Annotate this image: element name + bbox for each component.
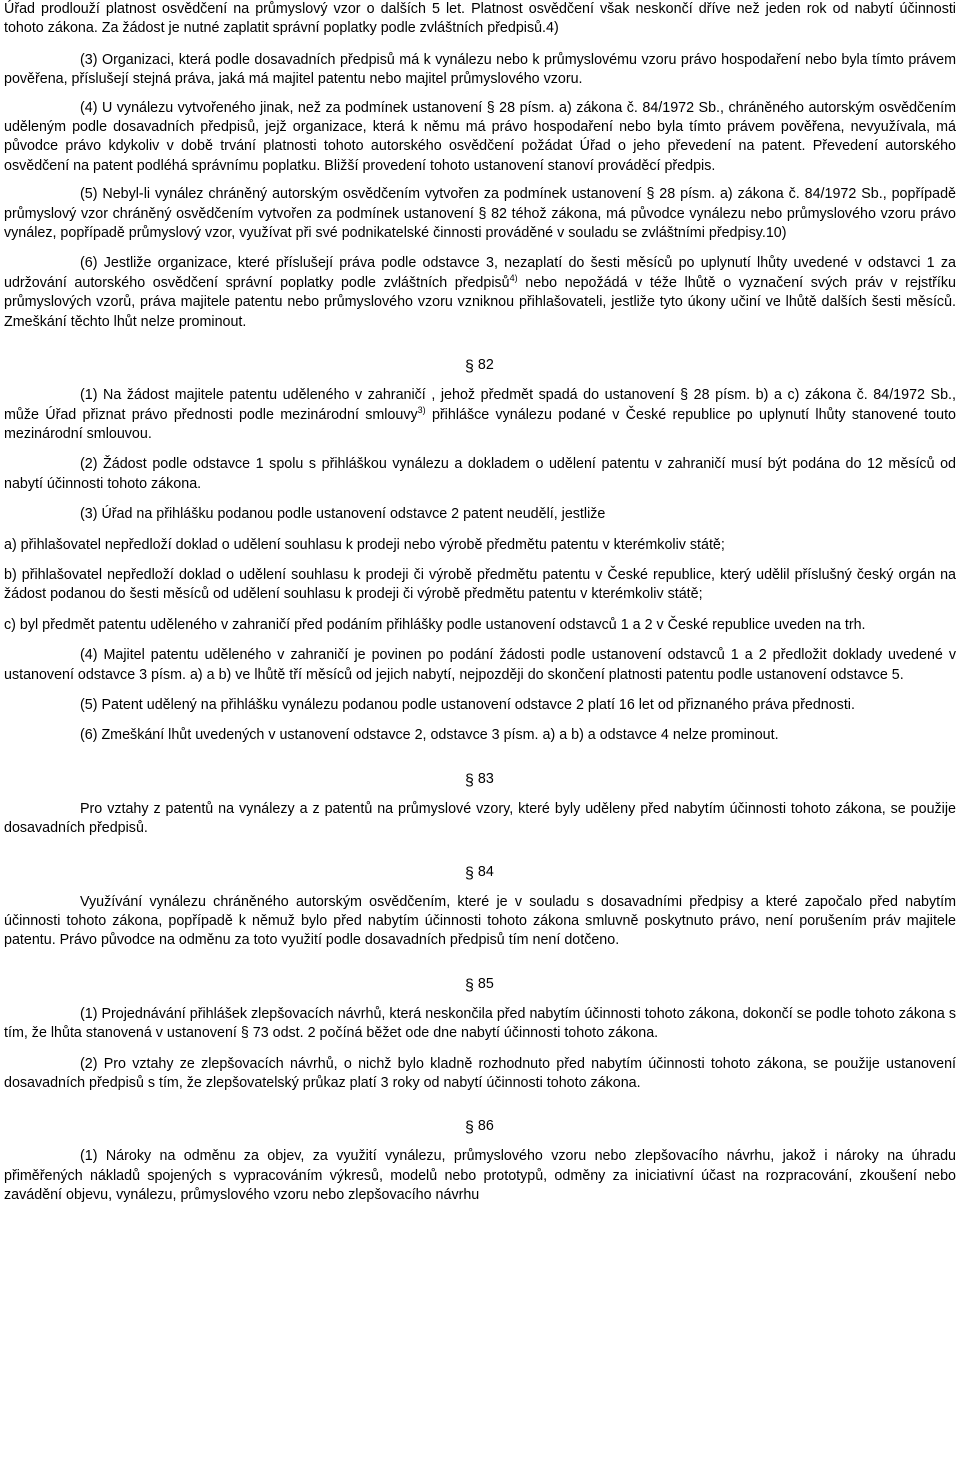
paragraph-83: Pro vztahy z patentů na vynálezy a z patentů na průmyslové vzory, které byly uděleny před nabytím účinnosti tohoto zákona, se použije dosavadních předpisů.: [4, 800, 956, 837]
section-number: 82: [473, 357, 494, 374]
section-number: 85: [473, 975, 494, 992]
section-heading-82: [4, 355, 956, 375]
paragraph-82-6: (6) Zmeškání lhůt uvedených v ustanovení odstavce 2, odstavce 3 písm. a) a b) a odstavce 4 nelze prominout.: [80, 727, 779, 744]
section-number: 83: [473, 770, 494, 787]
paragraph-81-4: (4) U vynálezu vytvořeného jinak, než za podmínek ustanovení § 28 písm. a) zákona č. 84/1972 Sb., chráněného autorským osvědčením uděleným podle dosavadních předpisů, jejž organizace, která k němu má právo hospodaření nebo byla tímto právem pověřena, nevyužívala, má původce právo kdykoliv v době trvání platnosti tohoto autorského osvědčení požádat Úřad o jeho převedení na patent. Převedení autorského osvědčení na patent podléhá správnímu poplatku. Bližší provedení tohoto ustanovení stanoví prováděcí předpis.: [4, 99, 956, 174]
paragraph-intro: Úřad prodlouží platnost osvědčení na průmyslový vzor o dalších 5 let. Platnost osvědčení však neskončí dříve než jeden rok od nabytí účinnosti tohoto zákona. Za žádost je nutné zaplatit správní poplatky podle zvláštních předpisů.4): [4, 1, 956, 37]
section-number: 86: [473, 1118, 494, 1135]
paragraph-81-6-text-b: nebo nepožádá v téže lhůtě o vyznačení svých práv v rejstříku průmyslových vzorů, práva majitele patentu nebo průmyslového vzoru vzniknou přihlašovateli, jestliže tyto úkony učiní ve lhůtě dalších šesti měsíců. Zmeškání těchto lhůt nelze prominout.: [4, 274, 956, 330]
section-heading-86: [4, 1116, 956, 1136]
section-number: 84: [473, 863, 494, 880]
footnote-ref-3: 3): [417, 404, 426, 415]
paragraph-85-2: (2) Pro vztahy ze zlepšovacích návrhů, o nichž bylo kladně rozhodnuto před nabytím účinnosti tohoto zákona, se použije ustanovení dosavadních předpisů s tím, že zlepšovatelský průkaz platí 3 roky od nabytí účinnosti tohoto zákona.: [4, 1055, 956, 1092]
list-item-82-3-b: b) přihlašovatel nepředloží doklad o udělení souhlasu k prodeji či výrobě předmětu patentu v České republice, který udělil příslušný český orgán na žádost podanou do šesti měsíců od udělení souhlasu k prodeji či výrobě předmětu patentu v kterémkoliv státě;: [4, 566, 956, 603]
paragraph-82-1-text-a: (1) Na žádost majitele patentu uděleného v zahraničí , jehož předmět spadá do ustanovení § 28 písm. b) a c) zákona č. 84/1972 Sb., může Úřad přiznat právo přednosti podle mezinárodní smlouvy: [4, 387, 956, 423]
paragraph-82-1-text-b: přihlášce vynálezu podané v České republice po uplynutí lhůty stanovené touto mezinárodní smlouvou.: [4, 406, 956, 442]
paragraph-81-3: (3) Organizaci, která podle dosavadních předpisů má k vynálezu nebo k průmyslovému vzoru právo hospodaření nebo byla tímto právem pověřena, příslušejí stejná práva, jaká má majitel patentu nebo majitel průmyslového vzoru.: [4, 51, 956, 88]
list-item-82-3-a: a) přihlašovatel nepředloží doklad o udělení souhlasu k prodeji nebo výrobě předmětu patentu v kterémkoliv státě;: [4, 536, 725, 553]
section-symbol: §: [465, 976, 474, 994]
paragraph-86-1: (1) Nároky na odměnu za objev, za využití vynálezu, průmyslového vzoru nebo zlepšovacího návrhu, jakož i nároky na úhradu přiměřených nákladů spojených s vypracováním výkresů, modelů nebo prototypů, odměny za iniciativní účast na rozpracování, zkoušení nebo zavádění objevu, vynálezu, průmyslového vzoru nebo zlepšovacího návrhu: [4, 1148, 956, 1204]
paragraph-81-6-text-a: (6) Jestliže organizace, které příslušejí práva podle odstavce 3, nezaplatí do šesti měsíců po uplynutí lhůty uvedené v odstavci 1 za udržování autorského osvědčení správní poplatky podle zvláštních předpisů: [4, 255, 956, 291]
section-heading-83: [4, 769, 956, 789]
list-item-82-3-c: c) byl předmět patentu uděleného v zahraničí před podáním přihlášky podle ustanovení odstavců 1 a 2 v České republice uveden na trh.: [4, 616, 866, 633]
paragraph-84: Využívání vynálezu chráněného autorským osvědčením, které je v souladu s dosavadními předpisy a které započalo před nabytím účinnosti tohoto zákona, popřípadě k němuž bylo před nabytím účinnosti tohoto zákona smluvně poskytnuto právo, není porušením práv majitele patentu. Právo původce na odměnu za toto využití podle dosavadních předpisů tím není dotčeno.: [4, 893, 956, 949]
paragraph-82-1: [4, 386, 956, 444]
section-symbol: §: [465, 1119, 474, 1137]
paragraph-82-2: (2) Žádost podle odstavce 1 spolu s přihláškou vynálezu a dokladem o udělení patentu v zahraničí musí být podána do 12 měsíců od nabytí účinnosti tohoto zákona.: [4, 456, 956, 492]
section-symbol: §: [465, 864, 474, 882]
section-heading-85: [4, 974, 956, 994]
paragraph-85-1: (1) Projednávání přihlášek zlepšovacích návrhů, která neskončila před nabytím účinnosti tohoto zákona, dokončí se podle tohoto zákona s tím, že lhůta stanovená v ustanovení § 73 odst. 2 počíná běžet ode dne nabytí účinnosti tohoto zákona.: [4, 1005, 956, 1042]
footnote-ref-4: 4): [509, 273, 518, 284]
paragraph-81-5: (5) Nebyl-li vynález chráněný autorským osvědčením vytvořen za podmínek ustanovení § 28 písm. a) zákona č. 84/1972 Sb., popřípadě průmyslový vzor chráněný osvědčením vytvořen za podmínek ustanovení § 82 téhož zákona, má původce vynálezu nebo průmyslového vzoru právo vynález, popřípadě průmyslový vzor, využívat při své podnikatelské činnosti prováděné v souladu se zvláštními předpisy.10): [4, 186, 956, 242]
paragraph-81-6: [4, 254, 956, 332]
paragraph-82-5: (5) Patent udělený na přihlášku vynálezu podanou podle ustanovení odstavce 2 platí 16 let od přiznaného práva přednosti.: [80, 696, 855, 713]
paragraph-82-4: (4) Majitel patentu uděleného v zahraničí je povinen po podání žádosti podle ustanovení odstavců 1 a 2 předložit doklady uvedené v ustanovení odstavce 3 písm. a) a b) ve lhůtě tří měsíců od jejich nabytí, nejpozději do skončení platnosti patentu podle ustanovení odstavce 5.: [4, 647, 956, 683]
paragraph-82-3: (3) Úřad na přihlášku podanou podle ustanovení odstavce 2 patent neudělí, jestliže: [80, 506, 606, 523]
section-symbol: §: [465, 358, 474, 376]
section-symbol: §: [465, 771, 474, 789]
section-heading-84: [4, 862, 956, 882]
